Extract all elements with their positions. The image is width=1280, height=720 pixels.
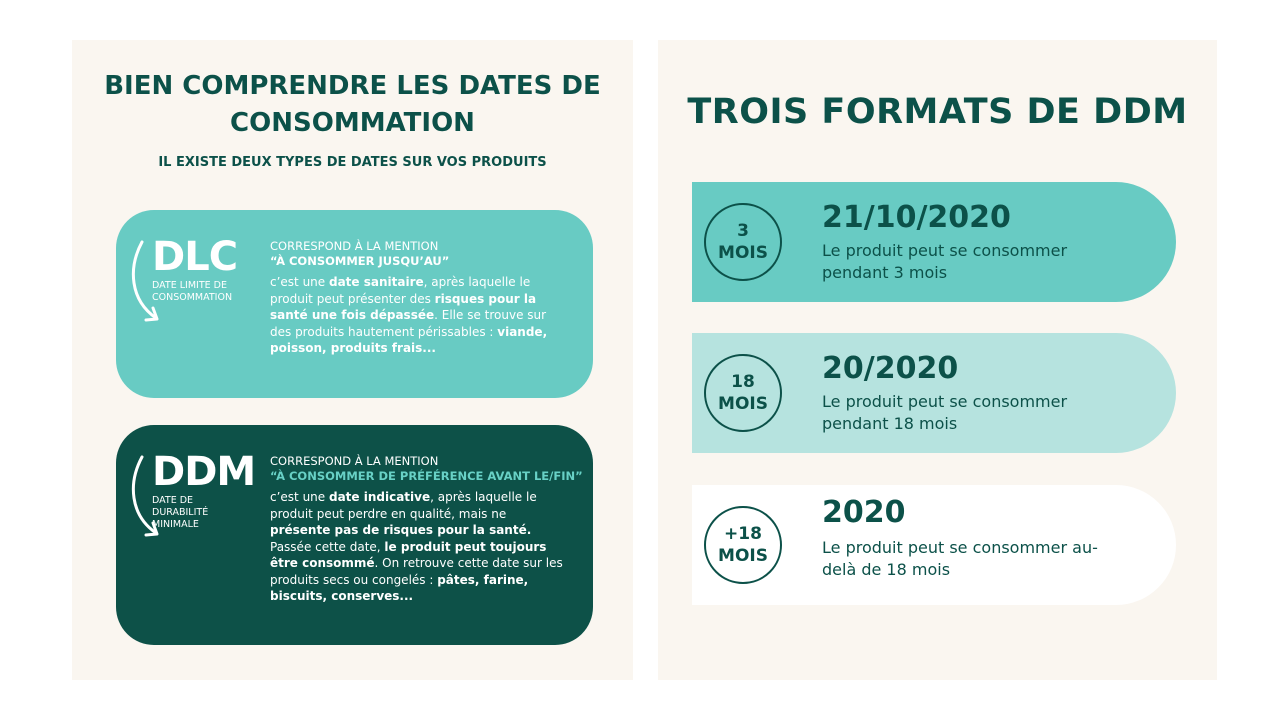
body-text: Passée cette date, — [270, 539, 385, 554]
format-strip-3 — [692, 485, 1176, 605]
ddm-mention: CORRESPOND À LA MENTION — [270, 454, 439, 468]
ddm-quote: “À CONSOMMER DE PRÉFÉRENCE AVANT LE/FIN” — [270, 469, 583, 483]
duration-unit: MOIS — [718, 546, 768, 566]
emphasis-text: viande, poisson, produits frais... — [270, 324, 548, 355]
body-text: , après laquelle le produit peut présenter des — [270, 275, 531, 306]
dlc-quote: “À CONSOMMER JUSQU’AU” — [270, 254, 450, 268]
format-strip-2 — [692, 333, 1176, 453]
dlc-abbr: DLC — [152, 234, 238, 280]
ddm-description — [270, 489, 570, 605]
emphasis-text: présente pas de risques pour la santé. — [270, 523, 532, 537]
left-subtitle: IL EXISTE DEUX TYPES DE DATES SUR VOS PRODUITS — [158, 155, 547, 170]
format-date: 21/10/2020 — [822, 200, 1011, 235]
format-description: Le produit peut se consommer pendant 3 mois — [822, 241, 1068, 282]
duration-number: 3 — [737, 221, 749, 241]
duration-number: +18 — [724, 524, 762, 544]
format-description: Le produit peut se consommer au-delà de 18 mois — [822, 538, 1098, 579]
emphasis-text: date sanitaire — [328, 275, 424, 289]
emphasis-text: le produit peut toujours être consommé — [270, 539, 547, 570]
body-text: c’est une — [270, 490, 329, 504]
body-text: . On retrouve cette date sur les produits secs ou congelés : — [270, 556, 563, 587]
left-title: BIEN COMPRENDRE LES DATES DE CONSOMMATION — [104, 71, 601, 138]
body-text: . Elle se trouve sur des produits hautement périssables : — [270, 308, 547, 339]
duration-number: 18 — [731, 372, 755, 392]
dlc-mention: CORRESPOND À LA MENTION — [270, 239, 439, 253]
ddm-abbr: DDM — [152, 449, 256, 495]
right-title: TROIS FORMATS DE DDM — [687, 92, 1188, 132]
left-panel — [72, 40, 633, 680]
dlc-card — [116, 210, 593, 398]
ddm-card — [116, 425, 593, 645]
duration-unit: MOIS — [718, 394, 768, 414]
emphasis-text: risques pour la santé une fois dépassée — [270, 291, 537, 322]
format-description: Le produit peut se consommer pendant 18 mois — [822, 392, 1068, 433]
duration-badge — [704, 203, 782, 281]
ddm-full-name: DATE DE DURABILITÉ MINIMALE — [152, 495, 209, 530]
format-date: 2020 — [822, 495, 906, 530]
duration-unit: MOIS — [718, 243, 768, 263]
format-strip-1 — [692, 182, 1176, 302]
body-text: , après laquelle le produit peut perdre en qualité, mais ne — [270, 490, 537, 521]
body-text: c’est une — [270, 275, 329, 289]
dlc-description — [270, 274, 570, 357]
emphasis-text: pâtes, farine, biscuits, conserves... — [270, 572, 529, 603]
dlc-full-name: DATE LIMITE DE CONSOMMATION — [152, 280, 233, 303]
duration-badge — [704, 354, 782, 432]
duration-badge — [704, 506, 782, 584]
emphasis-text: date indicative — [328, 490, 431, 504]
right-panel — [658, 40, 1217, 680]
format-date: 20/2020 — [822, 351, 959, 386]
